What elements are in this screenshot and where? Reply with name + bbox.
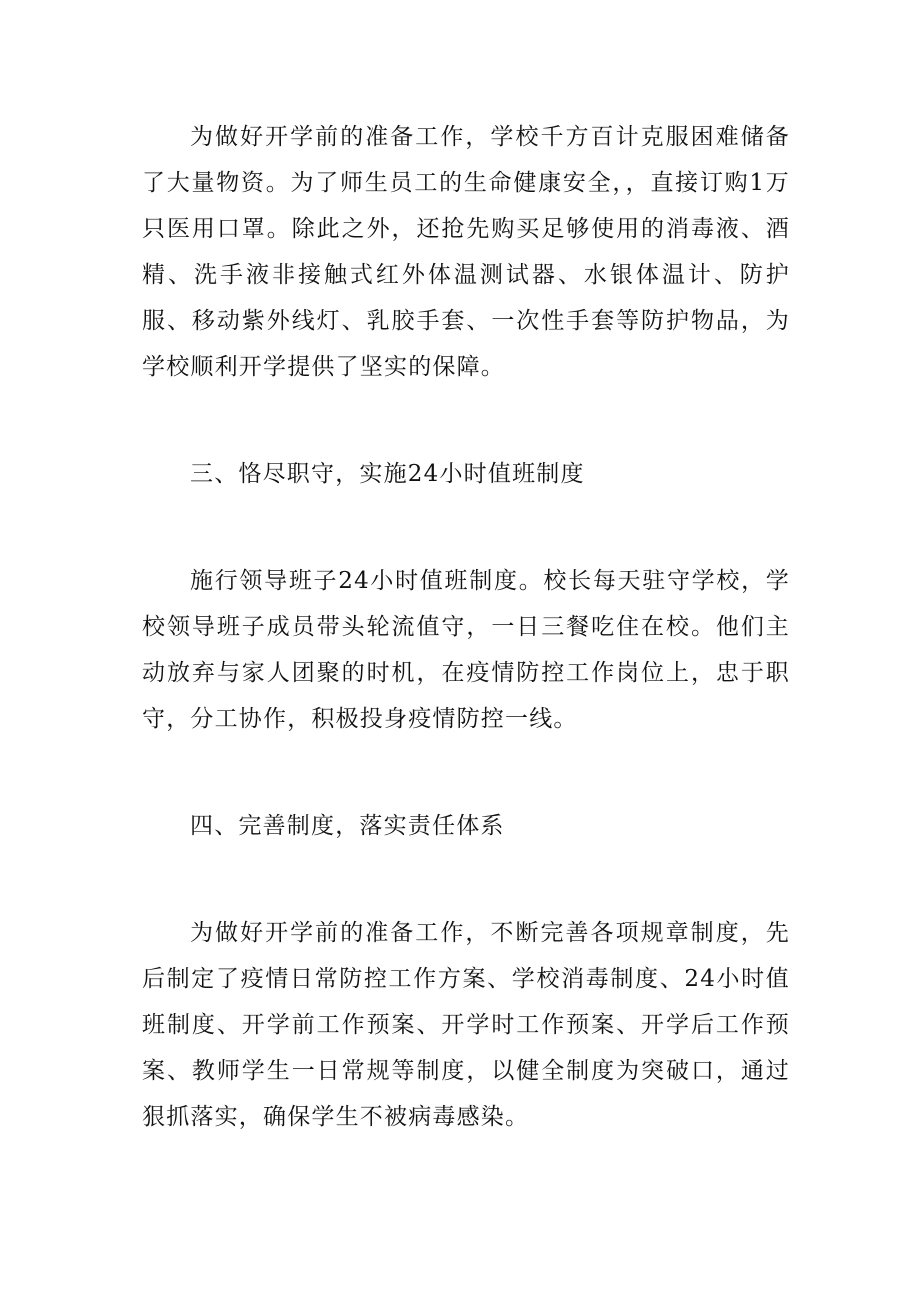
section-heading-system: 四、完善制度，落实责任体系 <box>190 813 505 839</box>
paragraph-duty: 施行领导班子24小时值班制度。校长每天驻守学校，学校领导班子成员带头轮流值守，一日三餐吃住在校。他们主动放弃与家人团聚的时机，在疫情防控工作岗位上，忠于职守，分工协作，积极投身疫情防控一线。 <box>142 568 790 732</box>
paragraph-system: 为做好开学前的准备工作，不断完善各项规章制度，先后制定了疫情日常防控工作方案、学校消毒制度、24小时值班制度、开学前工作预案、开学时工作预案、开学后工作预案、教师学生一日常规等制度，以健全制度为突破口，通过狠抓落实，确保学生不被病毒感染。 <box>142 920 790 1130</box>
section-heading-duty: 三、恪尽职守，实施24小时值班制度 <box>190 461 585 487</box>
document-body <box>142 114 790 1140</box>
paragraph-supplies: 为做好开学前的准备工作，学校千方百计克服困难储备了大量物资。为了师生员工的生命健康安全，，直接订购1万只医用口罩。除此之外，还抢先购买足够使用的消毒液、酒精、洗手液非接触式红外体温测试器、水银体温计、防护服、移动紫外线灯、乳胶手套、一次性手套等防护物品，为学校顺利开学提供了坚实的保障。 <box>142 124 790 380</box>
